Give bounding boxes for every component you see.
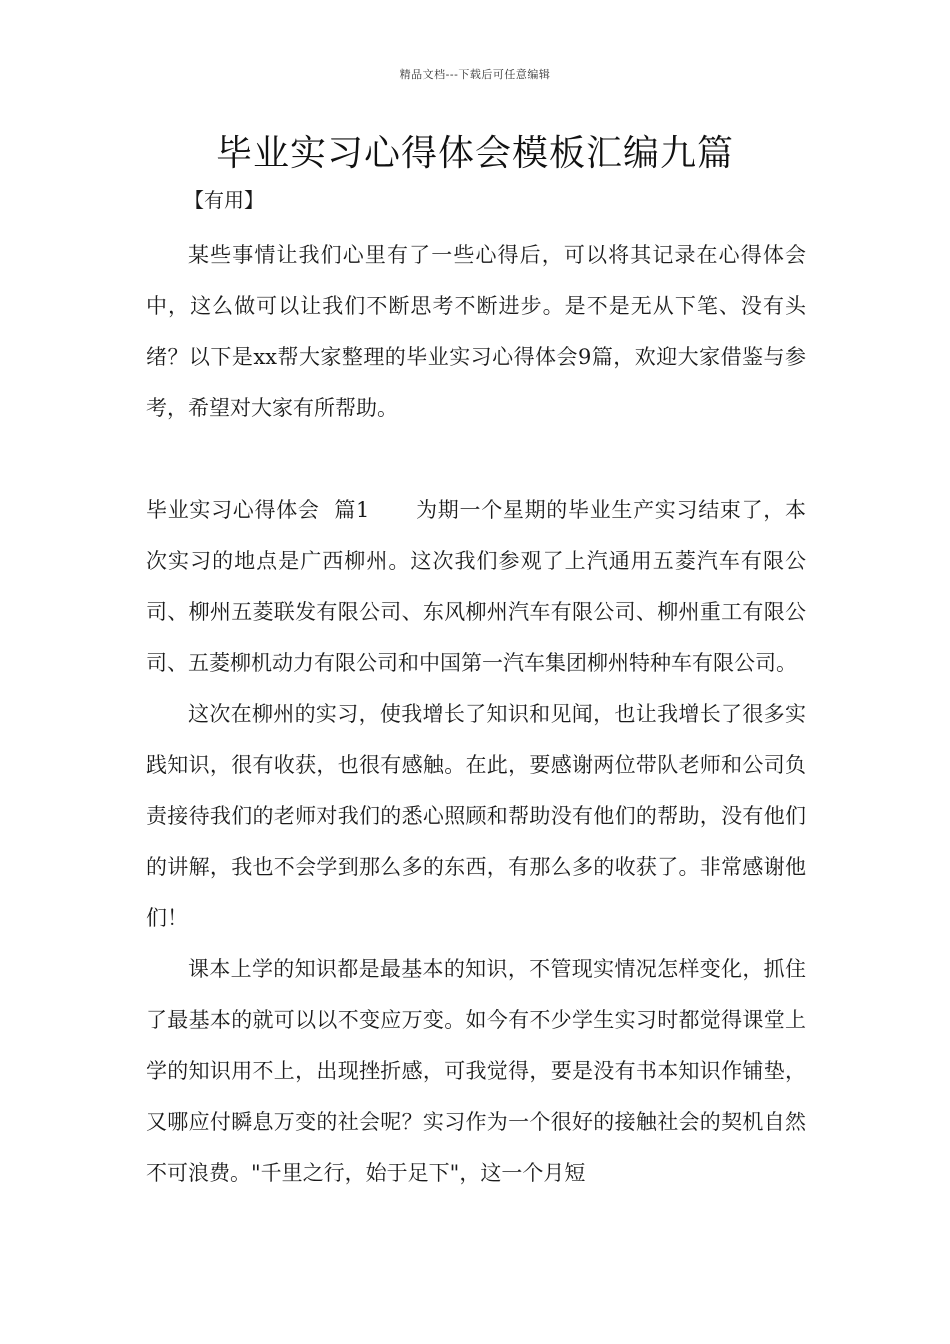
intro-paragraph: 某些事情让我们心里有了一些心得后，可以将其记录在心得体会中，这么做可以让我们不断思考不断进步。是不是无从下笔、没有头绪？以下是xx帮大家整理的毕业实习心得体会9篇，欢迎大家借鉴与参考，希望对大家有所帮助。 — [146, 243, 806, 420]
paragraph-gap — [146, 434, 806, 485]
title-tag: 【有用】 — [184, 188, 264, 212]
section-1-paragraph-1 — [146, 485, 806, 689]
section-1-paragraph-2: 这次在柳州的实习，使我增长了知识和见闻，也让我增长了很多实践知识，很有收获，也很有感触。在此，要感谢两位带队老师和公司负责接待我们的老师对我们的悉心照顾和帮助没有他们的帮助，没有他们的讲解，我也不会学到那么多的东西，有那么多的收获了。非常感谢他们！ — [146, 702, 806, 930]
section-1-title: 毕业实习心得体会 篇1 — [146, 498, 370, 522]
header-note: 精品文档---下载后可任意编辑 — [399, 68, 551, 81]
section-1-paragraph-3: 课本上学的知识都是最基本的知识，不管现实情况怎样变化，抓住了最基本的就可以以不变应万变。如今有不少学生实习时都觉得课堂上学的知识用不上，出现挫折感，可我觉得，要是没有书本知识作铺垫，又哪应付瞬息万变的社会呢？实习作为一个很好的接触社会的契机自然不可浪费。"千里之行，始于足下"，这一个月短 — [146, 957, 806, 1185]
document-body — [146, 230, 806, 1199]
section-1-text-1: 为期一个星期的毕业生产实习结束了，本次实习的地点是广西柳州。这次我们参观了上汽通用五菱汽车有限公司、柳州五菱联发有限公司、东风柳州汽车有限公司、柳州重工有限公司、五菱柳机动力有限公司和中国第一汽车集团柳州特种车有限公司。 — [146, 498, 806, 675]
page-title: 毕业实习心得体会模板汇编九篇 — [215, 133, 734, 174]
